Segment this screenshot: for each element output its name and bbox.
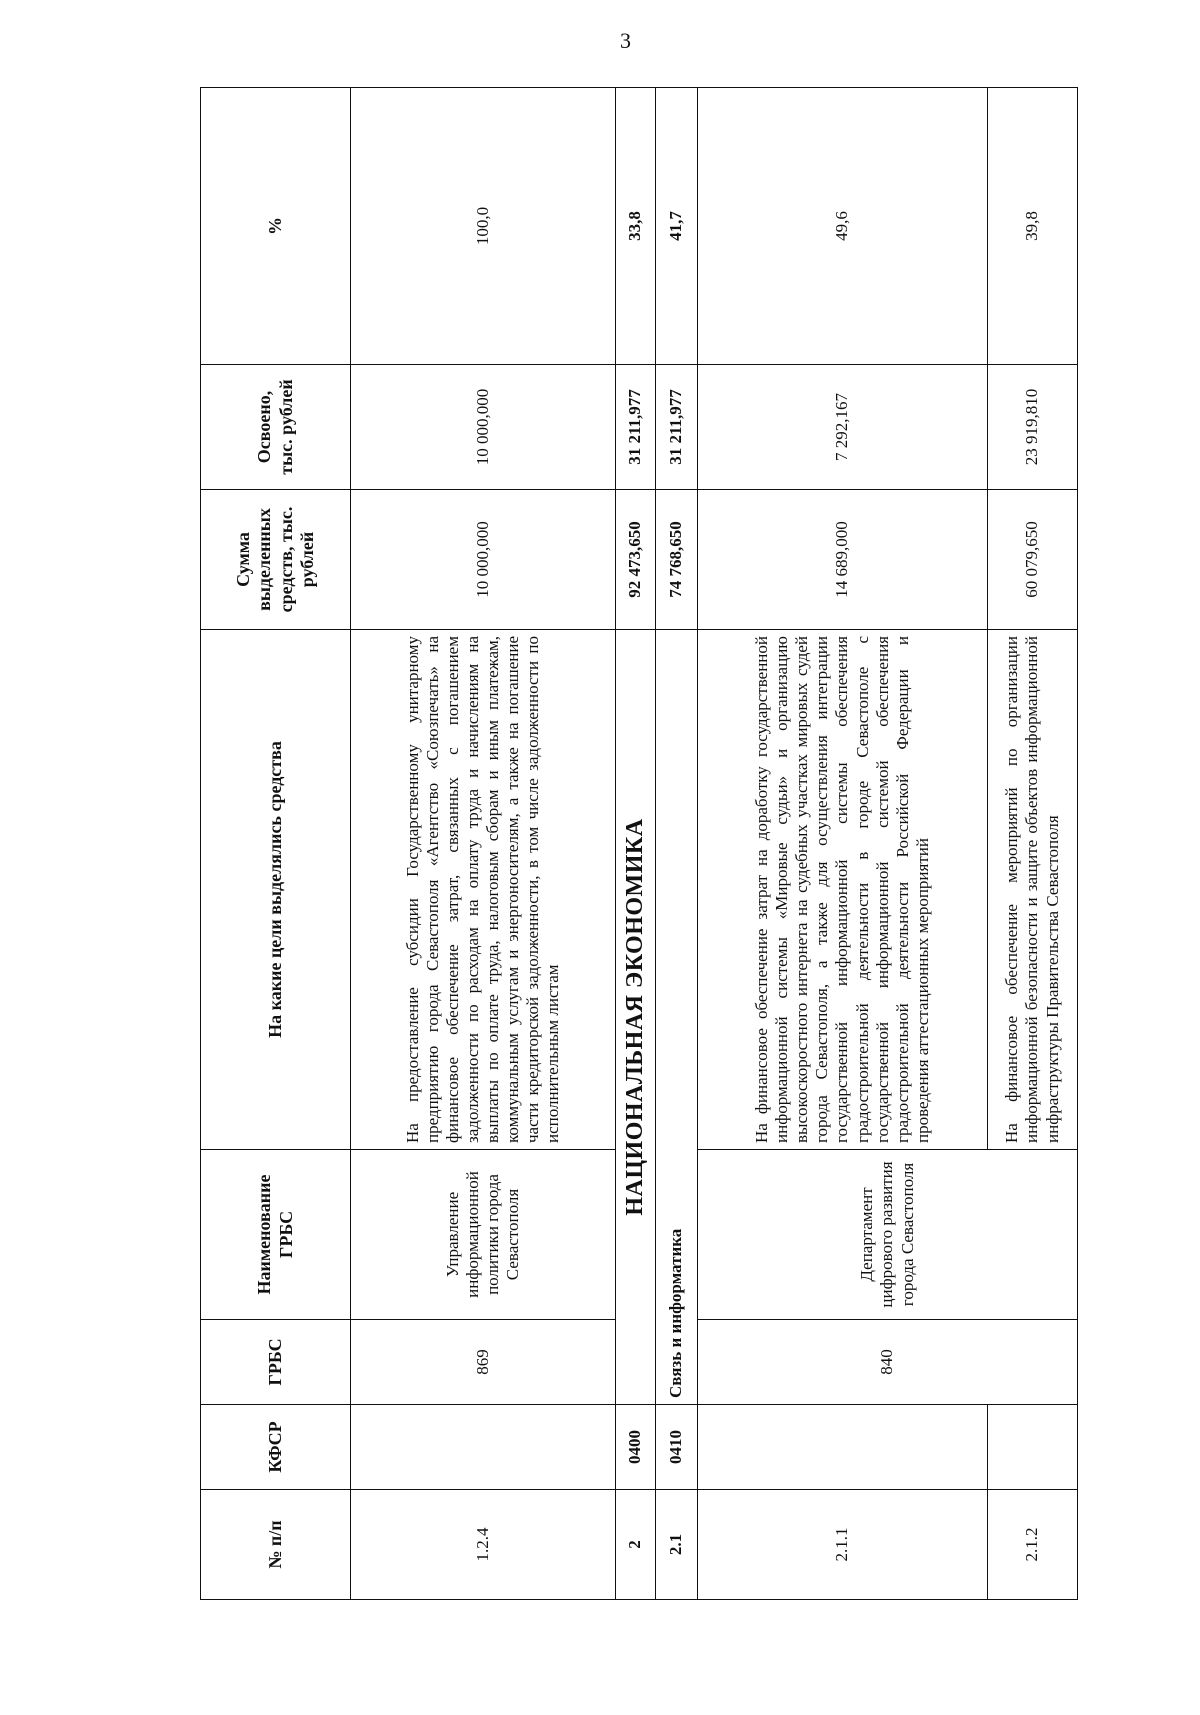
header-grbs-name: Наименование ГРБС xyxy=(201,1150,351,1320)
row-purpose: На финансовое обеспечение мероприятий по организации информационной безопасности и защите объектов информационной инфраструктуры Правительства Севастополя xyxy=(988,630,1078,1150)
row-grbs: 869 xyxy=(351,1320,616,1405)
row-kfsr xyxy=(988,1405,1078,1490)
row-kfsr xyxy=(698,1405,988,1490)
table-row xyxy=(351,88,616,1600)
header-num: № п/п xyxy=(201,1490,351,1600)
row-spent: 7 292,167 xyxy=(698,365,988,490)
header-purpose: На какие цели выделялись средства xyxy=(201,630,351,1150)
row-spent: 23 919,810 xyxy=(988,365,1078,490)
row-kfsr xyxy=(351,1405,616,1490)
row-percent: 41,7 xyxy=(656,88,698,365)
table-row-section xyxy=(616,88,656,1600)
row-num: 2.1.2 xyxy=(988,1490,1078,1600)
header-kfsr: КФСР xyxy=(201,1405,351,1490)
row-grbs: 840 xyxy=(698,1320,1078,1405)
row-spent: 10 000,000 xyxy=(351,365,616,490)
row-kfsr: 0400 xyxy=(616,1405,656,1490)
row-kfsr: 0410 xyxy=(656,1405,698,1490)
row-num: 2 xyxy=(616,1490,656,1600)
rotated-table-page xyxy=(200,50,1200,1600)
header-percent: % xyxy=(201,88,351,365)
row-allocated: 14 689,000 xyxy=(698,490,988,630)
section-title: НАЦИОНАЛЬНАЯ ЭКОНОМИКА xyxy=(616,630,656,1405)
budget-table xyxy=(200,87,1078,1600)
row-num: 2.1 xyxy=(656,1490,698,1600)
row-purpose: На финансовое обеспечение затрат на доработку государственной информационной системы «Мировые судьи» и организацию высокоскоростного интернета на судебных участках мировых судей города Севастополя, а также для осуществления интеграции государственной информационной системы обеспечения градостроительной деятельности в городе Севастополе с государственной информационной системой обеспечения градостроительной деятельности Российской Федерации и проведения аттестационных мероприятий xyxy=(698,630,988,1150)
row-grbs-name: Департамент цифрового развития города Севастополя xyxy=(698,1150,1078,1320)
row-percent: 39,8 xyxy=(988,88,1078,365)
row-allocated: 92 473,650 xyxy=(616,490,656,630)
row-allocated: 10 000,000 xyxy=(351,490,616,630)
row-spent: 31 211,977 xyxy=(656,365,698,490)
row-percent: 33,8 xyxy=(616,88,656,365)
row-purpose: На предоставление субсидии Государственному унитарному предприятию города Севастополя «Агентство «Союзпечать» на финансовое обеспечение затрат, связанных с погашением задолженности по расходам на оплату труда и начислениям на выплаты по оплате труда, налоговым сборам и иным платежам, коммунальным услугам и энергоносителям, а также на погашение части кредиторской задолженности, в том числе задолженности по исполнительным листам xyxy=(351,630,616,1150)
row-allocated: 60 079,650 xyxy=(988,490,1078,630)
table-header-row xyxy=(201,88,351,1600)
header-grbs: ГРБС xyxy=(201,1320,351,1405)
table-row-subsection xyxy=(656,88,698,1600)
subsection-title: Связь и информатика xyxy=(656,630,698,1405)
table-row xyxy=(698,88,988,1600)
row-spent: 31 211,977 xyxy=(616,365,656,490)
header-spent: Освоено, тыс. рублей xyxy=(201,365,351,490)
header-allocated: Сумма выделенных средств, тыс. рублей xyxy=(201,490,351,630)
row-percent: 49,6 xyxy=(698,88,988,365)
row-num: 2.1.1 xyxy=(698,1490,988,1600)
page-number: 3 xyxy=(620,28,631,53)
row-grbs-name: Управление информационной политики города Севастополя xyxy=(351,1150,616,1320)
row-num: 1.2.4 xyxy=(351,1490,616,1600)
row-allocated: 74 768,650 xyxy=(656,490,698,630)
row-percent: 100,0 xyxy=(351,88,616,365)
